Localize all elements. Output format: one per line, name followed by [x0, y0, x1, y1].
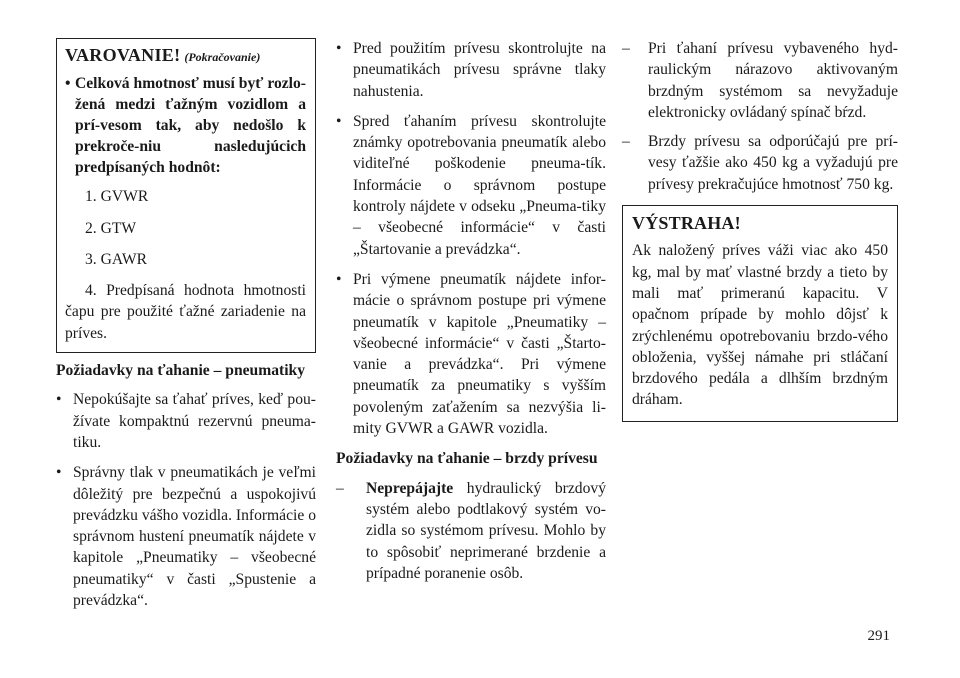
warning-bullet [65, 73, 306, 178]
section-heading-brakes: Požiadavky na ťahanie – brzdy prívesu [336, 450, 598, 468]
section-heading-tires: Požiadavky na ťahanie – pneumatiky [56, 362, 306, 380]
dash-mark: – [622, 40, 630, 57]
dash-text: Brzdy prívesu sa odporúčajú pre prí-vesy ťažšie ako 450 kg a vyžadujú pre prívesy prekračujúce hmotnosť 750 kg. [648, 133, 898, 193]
warning-subtitle: (Pokračovanie) [184, 50, 261, 64]
bullet-text: Nepokúšajte sa ťahať príves, keď pou-žívate kompaktnú rezervnú pneuma-tiku. [73, 391, 316, 451]
bullet-mark: • [336, 40, 342, 57]
caution-box [622, 205, 898, 422]
caution-text: Ak naložený príves váži viac ako 450 kg, mal by mať vlastné brzdy a tieto by mali mať primeranú kapacitu. V opačnom prípade by mohlo dôjsť k zrýchlenému opotrebovaniu brzdo-vého obloženia, vyššej námahe pri stláčaní brzdového pedála a dlhším brzdným dráham. [632, 242, 888, 409]
bullet-text: Správny tlak v pneumatikách je veľmi dôležitý pre bezpečnú a uspokojivú prevádzku vášho vozidla. Informácie o správnom hustení pneumatík nájdete v kapitole „Pneumatiky – všeobecné pneumatiky“ v časti „Spustenie a prevádzka“. [73, 464, 316, 610]
bold-lead-text: Neprepájajte [366, 479, 454, 497]
bullet-mark: • [336, 112, 342, 130]
list-item: 1. GVWR [85, 188, 149, 206]
list-item [336, 111, 606, 260]
warning-title: VAROVANIE! [65, 45, 181, 65]
list-item [336, 478, 606, 584]
list-item [622, 38, 898, 123]
warning-bullet-text: Celková hmotnosť musí byť rozlo-žená medzi ťažným vozidlom a prí-vesom tak, aby nedošlo k prekroče-niu nasledujúcich predpísaných hodnôt: [75, 75, 306, 177]
dash-text: hydraulický brzdový systém alebo podtlakový systém vo-zidla so systémom prívesu. Mohlo by to spôsobiť neprimerané brzdenie a prípadné poranenie osôb. [366, 479, 606, 582]
dash-mark: – [622, 133, 630, 151]
list-item [56, 389, 316, 453]
list-item [336, 269, 606, 439]
bullet-mark: • [56, 391, 62, 409]
list-item: 3. GAWR [85, 250, 147, 268]
bullet-mark: • [56, 464, 62, 482]
list-item [336, 38, 606, 102]
warning-number-list [65, 186, 306, 270]
list-item: 2. GTW [85, 219, 137, 237]
column-middle [336, 38, 606, 592]
warning-tail-text: 4. Predpísaná hodnota hmotnosti čapu pre použité ťažné zariadenie na príves. [65, 282, 306, 342]
list-item [622, 131, 898, 195]
column-right [622, 38, 898, 422]
caution-title: VÝSTRAHA! [632, 213, 741, 234]
warning-header [65, 45, 306, 68]
list-item [56, 462, 316, 611]
dash-mark: – [336, 479, 344, 497]
bullet-text: Pred použitím prívesu skontrolujte na pneumatikách prívesu správne tlaky nahustenia. [353, 40, 606, 100]
column-left [56, 38, 316, 620]
dash-text: Pri ťahaní prívesu vybaveného hyd-raulickým nárazovo aktivovaným brzdným systémom sa nevyžaduje elektronicky ovládaný spínač bŕzd. [648, 40, 898, 121]
bullet-mark: • [336, 270, 342, 288]
bullet-mark: • [65, 75, 71, 93]
warning-box [56, 38, 316, 353]
bullet-text: Spred ťahaním prívesu skontrolujte známky opotrebovania pneumatík alebo viditeľné poškodenie pneuma-tík. Informácie o správnom postupe kontroly nájdete v odseku „Pneuma-tiky – všeobecné informácie“ v časti „Štartovanie a prevádzka“. [353, 112, 606, 258]
page-number: 291 [867, 628, 890, 644]
bullet-text: Pri výmene pneumatík nájdete infor-mácie o správnom postupe pri výmene pneumatík v kapitole „Pneumatiky – všeobecné informácie“ v časti „Štarto-vanie a prevádzka“. Pri výmene pneumatík za pneumatiky s vyšším povoleným zaťažením sa nezvýšia li-mity GVWR a GAWR vozidla. [353, 270, 606, 438]
